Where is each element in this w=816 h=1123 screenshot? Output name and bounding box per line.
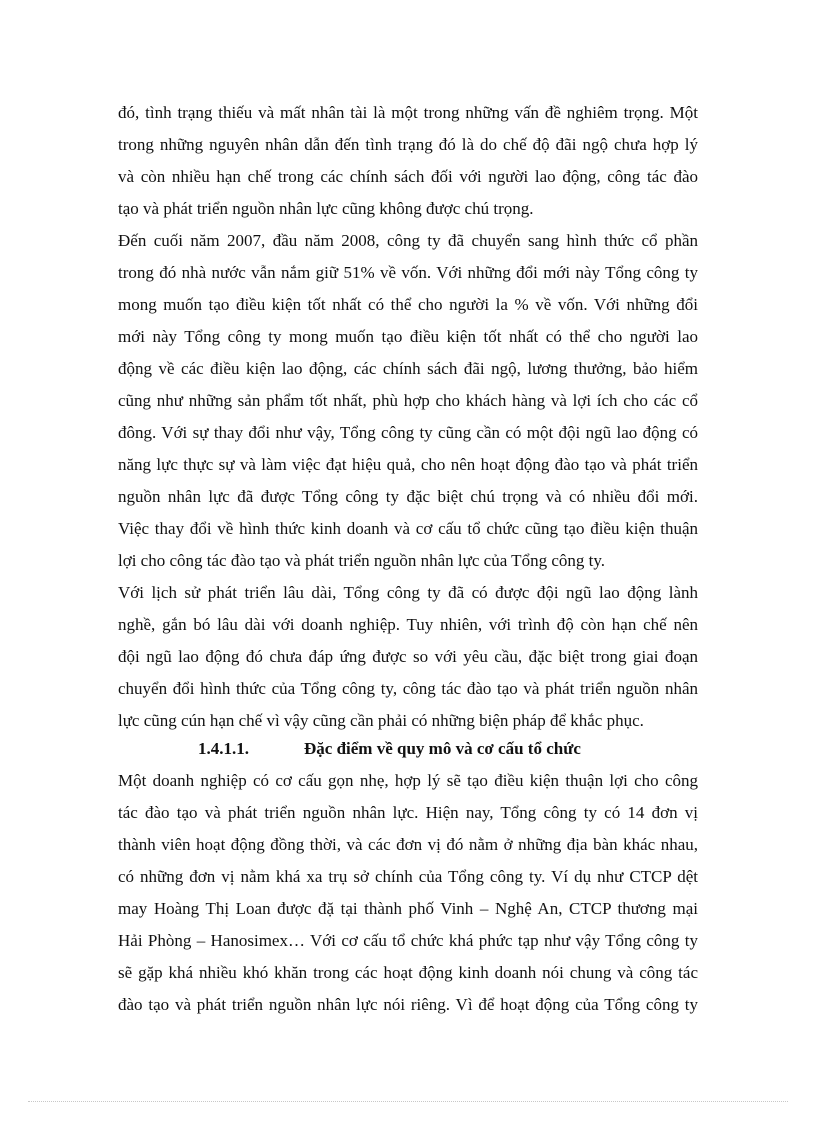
text-line: mong muốn tạo điều kiện tốt nhất có thể cho người la % về vốn. Với những đổi	[118, 295, 698, 314]
text-line: nghề, gắn bó lâu dài với doanh nghiệp. Tuy nhiên, với trình độ còn hạn chế nên	[118, 615, 698, 634]
page-footer-divider	[28, 1101, 788, 1102]
text-line: có những đơn vị nằm khá xa trụ sở chính của Tổng công ty. Ví dụ như CTCP dệt	[118, 867, 698, 886]
text-line: Đến cuối năm 2007, đầu năm 2008, công ty đã chuyển sang hình thức cổ phần	[118, 231, 698, 250]
text-line: đào tạo và phát triển nguồn nhân lực nói riêng. Vì để hoạt động của Tổng công ty	[118, 995, 698, 1014]
text-line: cũng như những sản phẩm tốt nhất, phù hợp cho khách hàng và lợi ích cho các cổ	[118, 391, 698, 410]
text-line: đội ngũ lao động đó chưa đáp ứng được so với yêu cầu, đặc biệt trong giai đoạn	[118, 647, 698, 666]
text-line: Một doanh nghiệp có cơ cấu gọn nhẹ, hợp lý sẽ tạo điều kiện thuận lợi cho công	[118, 771, 698, 790]
text-line: lợi cho công tác đào tạo và phát triển nguồn nhân lực của Tổng công ty.	[118, 551, 605, 570]
text-line: nguồn nhân lực đã được Tổng công ty đặc biệt chú trọng và có nhiều đổi mới.	[118, 487, 698, 506]
text-line: tạo và phát triển nguồn nhân lực cũng không được chú trọng.	[118, 199, 534, 218]
text-line: chuyển đổi hình thức của Tổng công ty, công tác đào tạo và phát triển nguồn nhân	[118, 679, 698, 698]
text-line: mới này Tổng công ty mong muốn tạo điều kiện tốt nhất có thể cho người lao	[118, 327, 698, 346]
text-line: đó, tình trạng thiếu và mất nhân tài là một trong những vấn đề nghiêm trọng. Một	[118, 103, 698, 122]
text-line: trong đó nhà nước vẫn nắm giữ 51% về vốn. Với những đổi mới này Tổng công ty	[118, 263, 698, 282]
text-line: trong những nguyên nhân dẫn đến tình trạng đó là do chế độ đãi ngộ chưa hợp lý	[118, 135, 698, 154]
text-line: Hải Phòng – Hanosimex… Với cơ cấu tổ chức khá phức tạp như vậy Tổng công ty	[118, 931, 698, 950]
text-line: năng lực thực sự và làm việc đạt hiệu quả, cho nên hoạt động đào tạo và phát triển	[118, 455, 698, 474]
text-line: may Hoàng Thị Loan được đặ tại thành phố Vinh – Nghệ An, CTCP thương mại	[118, 899, 698, 918]
text-line: sẽ gặp khá nhiều khó khăn trong các hoạt động kinh doanh nói chung và công tác	[118, 963, 698, 982]
text-line: thành viên hoạt động đồng thời, và các đơn vị đó nằm ở những địa bàn khác nhau,	[118, 835, 698, 854]
text-line: đông. Với sự thay đổi như vậy, Tổng công ty cũng cần có một đội ngũ lao động có	[118, 423, 698, 442]
text-line: động về các điều kiện lao động, các chính sách đãi ngộ, lương thưởng, bảo hiểm	[118, 359, 698, 378]
section-title: Đặc điểm về quy mô và cơ cấu tổ chức	[304, 739, 581, 758]
section-number: 1.4.1.1.	[198, 739, 249, 758]
text-line: Việc thay đổi về hình thức kinh doanh và cơ cấu tổ chức cũng tạo điều kiện thuận	[118, 519, 698, 538]
text-line: lực cũng cún hạn chế vì vậy cũng cần phải có những biện pháp để khắc phục.	[118, 711, 644, 730]
text-line: tác đào tạo và phát triển nguồn nhân lực. Hiện nay, Tổng công ty có 14 đơn vị	[118, 803, 698, 822]
text-line: và còn nhiều hạn chế trong các chính sách đối với người lao động, công tác đào	[118, 167, 698, 186]
text-line: Với lịch sử phát triển lâu dài, Tổng công ty đã có được đội ngũ lao động lành	[118, 583, 698, 602]
